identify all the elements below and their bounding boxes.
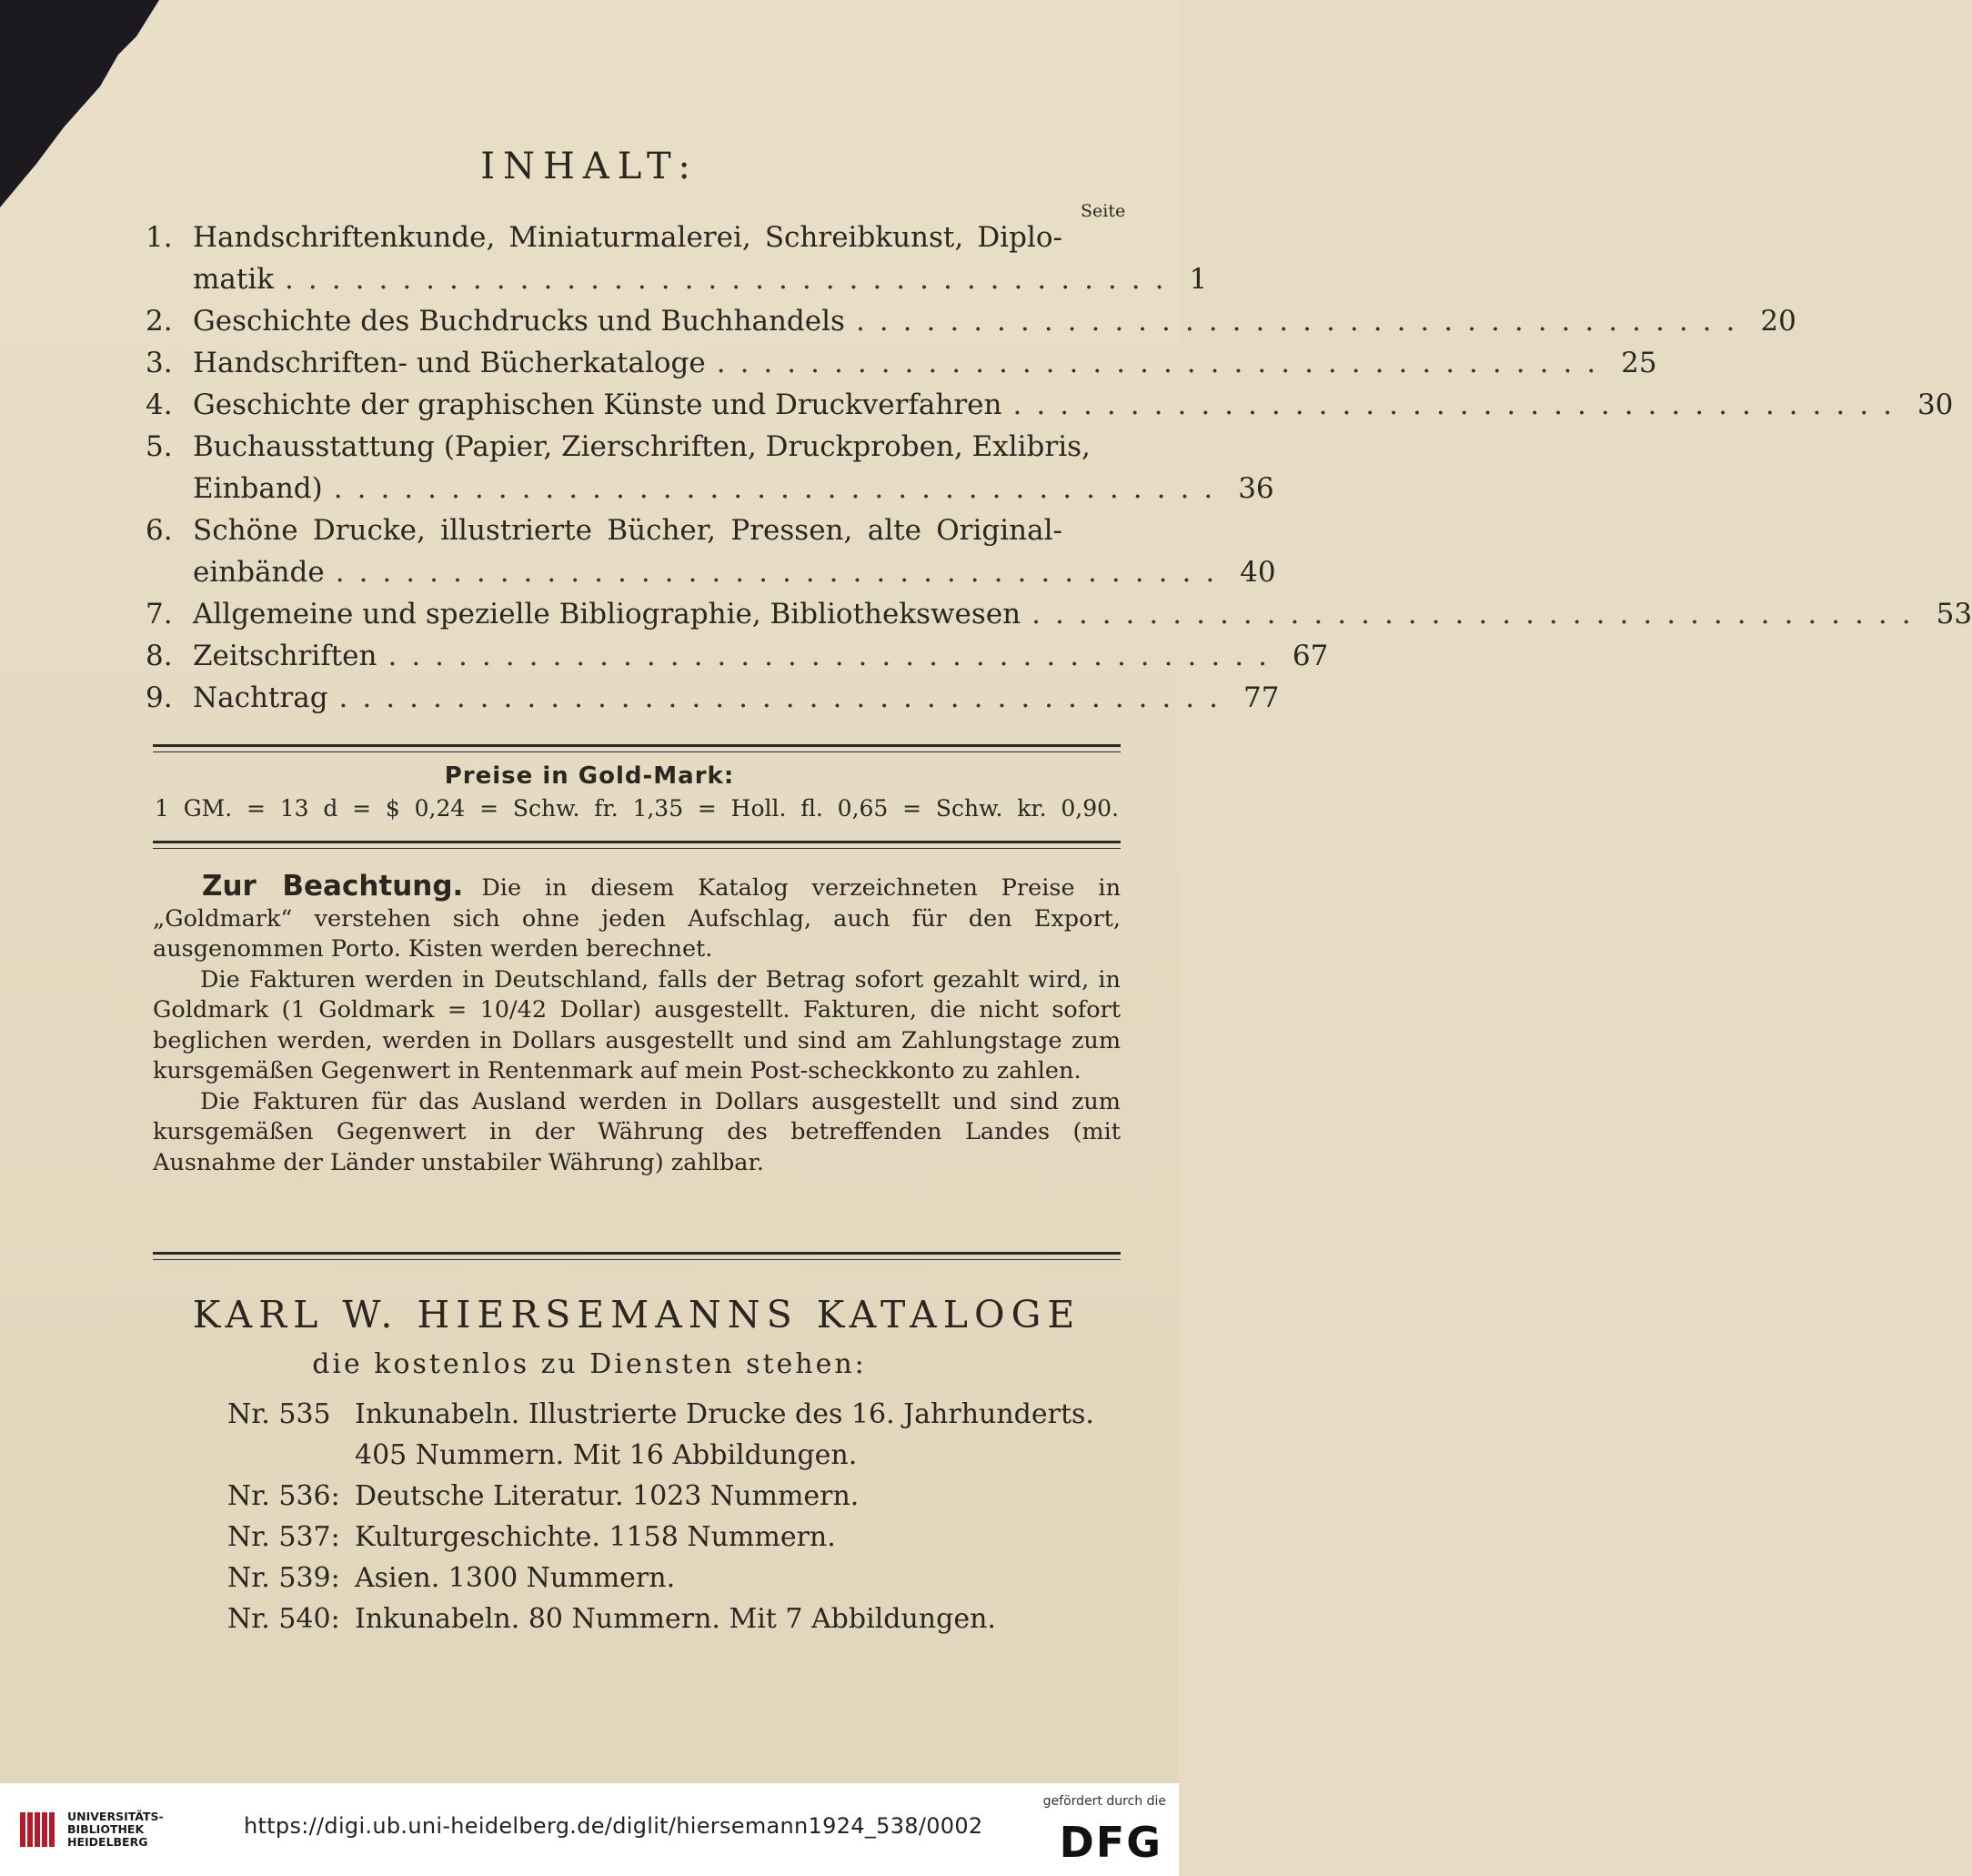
toc-text: Buchausstattung (Papier, Zierschriften, Druckproben, Exlibris,	[193, 430, 1091, 463]
catalogue-description: Deutsche Literatur. 1023 Nummern.	[355, 1480, 860, 1512]
catalogue-description: Asien. 1300 Nummern.	[355, 1562, 676, 1594]
library-name-line: HEIDELBERG	[67, 1835, 148, 1849]
toc-page: 67	[1292, 640, 1329, 672]
library-name-line: BIBLIOTHEK	[67, 1822, 145, 1836]
catalogue-number: Nr. 537:	[227, 1521, 340, 1553]
funding-note: gefördert durch die	[1042, 1794, 1166, 1809]
toc-text: Einband)	[193, 472, 323, 505]
double-rule	[153, 841, 1121, 849]
toc-number: 3.	[146, 347, 173, 379]
toc-text: matik	[193, 263, 275, 296]
toc-page: 77	[1243, 681, 1280, 714]
toc-text: einbände	[193, 556, 325, 589]
toc-page: 1	[1189, 263, 1208, 296]
catalogue-description: Kulturgeschichte. 1158 Nummern.	[355, 1521, 836, 1553]
toc-number: 6.	[146, 514, 173, 547]
catalogue-list-title: KARL W. HIERSEMANNS KATALOGE	[192, 1293, 1082, 1336]
toc-entry	[146, 384, 1954, 426]
catalogue-number: Nr. 539:	[227, 1562, 340, 1594]
list-item	[227, 1394, 1128, 1435]
list-item	[227, 1435, 1128, 1476]
toc-text: Zeitschriften	[193, 640, 377, 672]
leader-dots: ......................................	[716, 347, 1611, 379]
prices-conversion-line: 1 GM. = 13 d = $ 0,24 = Schw. fr. 1,35 = Holl. fl. 0,65 = Schw. kr. 0,90.	[155, 795, 1119, 822]
leader-dots: ......................................	[335, 556, 1230, 589]
prices-heading: Preise in Gold-Mark:	[444, 762, 735, 790]
toc-text: Geschichte der graphischen Künste und Druckverfahren	[193, 388, 1002, 421]
leader-dots: ......................................	[1031, 598, 1926, 630]
catalogue-description: Inkunabeln. 80 Nummern. Mit 7 Abbildungen.	[355, 1603, 996, 1635]
permalink-url[interactable]: https://digi.ub.uni-heidelberg.de/diglit/hiersemann1924_538/0002	[244, 1813, 983, 1839]
toc-number: 2.	[146, 305, 173, 338]
toc-entry	[146, 217, 1208, 300]
double-rule	[153, 1252, 1121, 1260]
toc-page: 40	[1240, 556, 1276, 589]
list-item	[227, 1599, 1128, 1639]
leader-dots: ......................................	[387, 640, 1282, 672]
toc-number: 8.	[146, 640, 173, 672]
toc-text: Schöne Drucke, illustrierte Bücher, Pressen, alte Original-	[193, 514, 1062, 547]
toc-entry	[146, 426, 1274, 509]
toc-entry	[146, 593, 1972, 635]
catalogue-description: 405 Nummern. Mit 16 Abbildungen.	[355, 1439, 858, 1471]
toc-entry	[146, 677, 1280, 719]
page-column-label: Seite	[1081, 201, 1126, 221]
toc-number: 5.	[146, 430, 173, 463]
notice-heading: Zur Beachtung.	[202, 870, 464, 903]
toc-entry	[146, 300, 1796, 342]
university-library-logo-icon	[18, 1809, 58, 1851]
list-item	[227, 1558, 1128, 1599]
catalogue-description: Inkunabeln. Illustrierte Drucke des 16. Jahrhunderts.	[355, 1398, 1094, 1430]
catalogue-list	[227, 1394, 1128, 1639]
toc-text: Geschichte des Buchdrucks und Buchhandels	[193, 305, 845, 338]
toc-number: 1.	[146, 221, 173, 254]
toc-entry	[146, 509, 1276, 593]
toc-page: 20	[1760, 305, 1796, 338]
table-of-contents	[146, 217, 1972, 719]
leader-dots: ......................................	[333, 472, 1228, 505]
toc-entry	[146, 635, 1329, 677]
catalogue-number: Nr. 535	[227, 1398, 331, 1430]
toc-page: 53	[1936, 598, 1972, 630]
catalogue-list-subtitle: die kostenlos zu Diensten stehen:	[312, 1348, 867, 1380]
dfg-logo: DFG	[1059, 1818, 1162, 1867]
library-name-line: UNIVERSITÄTS-	[67, 1810, 164, 1823]
leader-dots: ......................................	[855, 305, 1750, 338]
library-name	[67, 1810, 164, 1849]
toc-text: Handschriften- und Bücherkataloge	[193, 347, 706, 379]
leader-dots: ......................................	[338, 681, 1232, 714]
toc-text: Handschriftenkunde, Miniaturmalerei, Schreibkunst, Diplo-	[193, 221, 1062, 254]
toc-entry	[146, 342, 1657, 384]
leader-dots: ......................................	[285, 263, 1179, 296]
notice-paragraph: Die Fakturen werden in Deutschland, falls der Betrag sofort gezahlt wird, in Goldmark (1 Goldmark = 10/42 Dollar) ausgestellt. Fakturen, die nicht sofort beglichen werden, werden in Dollars ausgestellt und sind am Zahlungstage zum kursgemäßen Gegenwert in Rentenmark auf mein Post-scheckkonto zu zahlen.	[153, 965, 1121, 1084]
leader-dots: ......................................	[1012, 388, 1907, 421]
catalogue-number: Nr. 536:	[227, 1480, 340, 1512]
notice-paragraph: Die in diesem Katalog verzeichneten Preise in „Goldmark“ verstehen sich ohne jeden Aufschlag, auch für den Export, ausgenommen Porto. Kisten werden berechnet.	[153, 874, 1121, 963]
notice-section	[153, 872, 1121, 1178]
notice-paragraph: Die Fakturen für das Ausland werden in Dollars ausgestellt und sind zum kursgemäßen Gegenwert in der Währung des betreffenden Landes (mit Ausnahme der Länder unstabiler Währung) zahlbar.	[153, 1087, 1121, 1176]
list-item	[227, 1476, 1128, 1517]
toc-number: 9.	[146, 681, 173, 714]
toc-page: 25	[1621, 347, 1657, 379]
toc-page: 36	[1238, 472, 1274, 505]
toc-number: 4.	[146, 388, 173, 421]
double-rule	[153, 744, 1121, 752]
toc-page: 30	[1917, 388, 1954, 421]
catalogue-number: Nr. 540:	[227, 1603, 340, 1635]
toc-text: Nachtrag	[193, 681, 328, 714]
viewer-footer	[0, 1783, 1179, 1876]
list-item	[227, 1517, 1128, 1558]
toc-text: Allgemeine und spezielle Bibliographie, Bibliothekswesen	[193, 598, 1021, 630]
contents-title: INHALT:	[480, 146, 699, 187]
toc-number: 7.	[146, 598, 173, 630]
